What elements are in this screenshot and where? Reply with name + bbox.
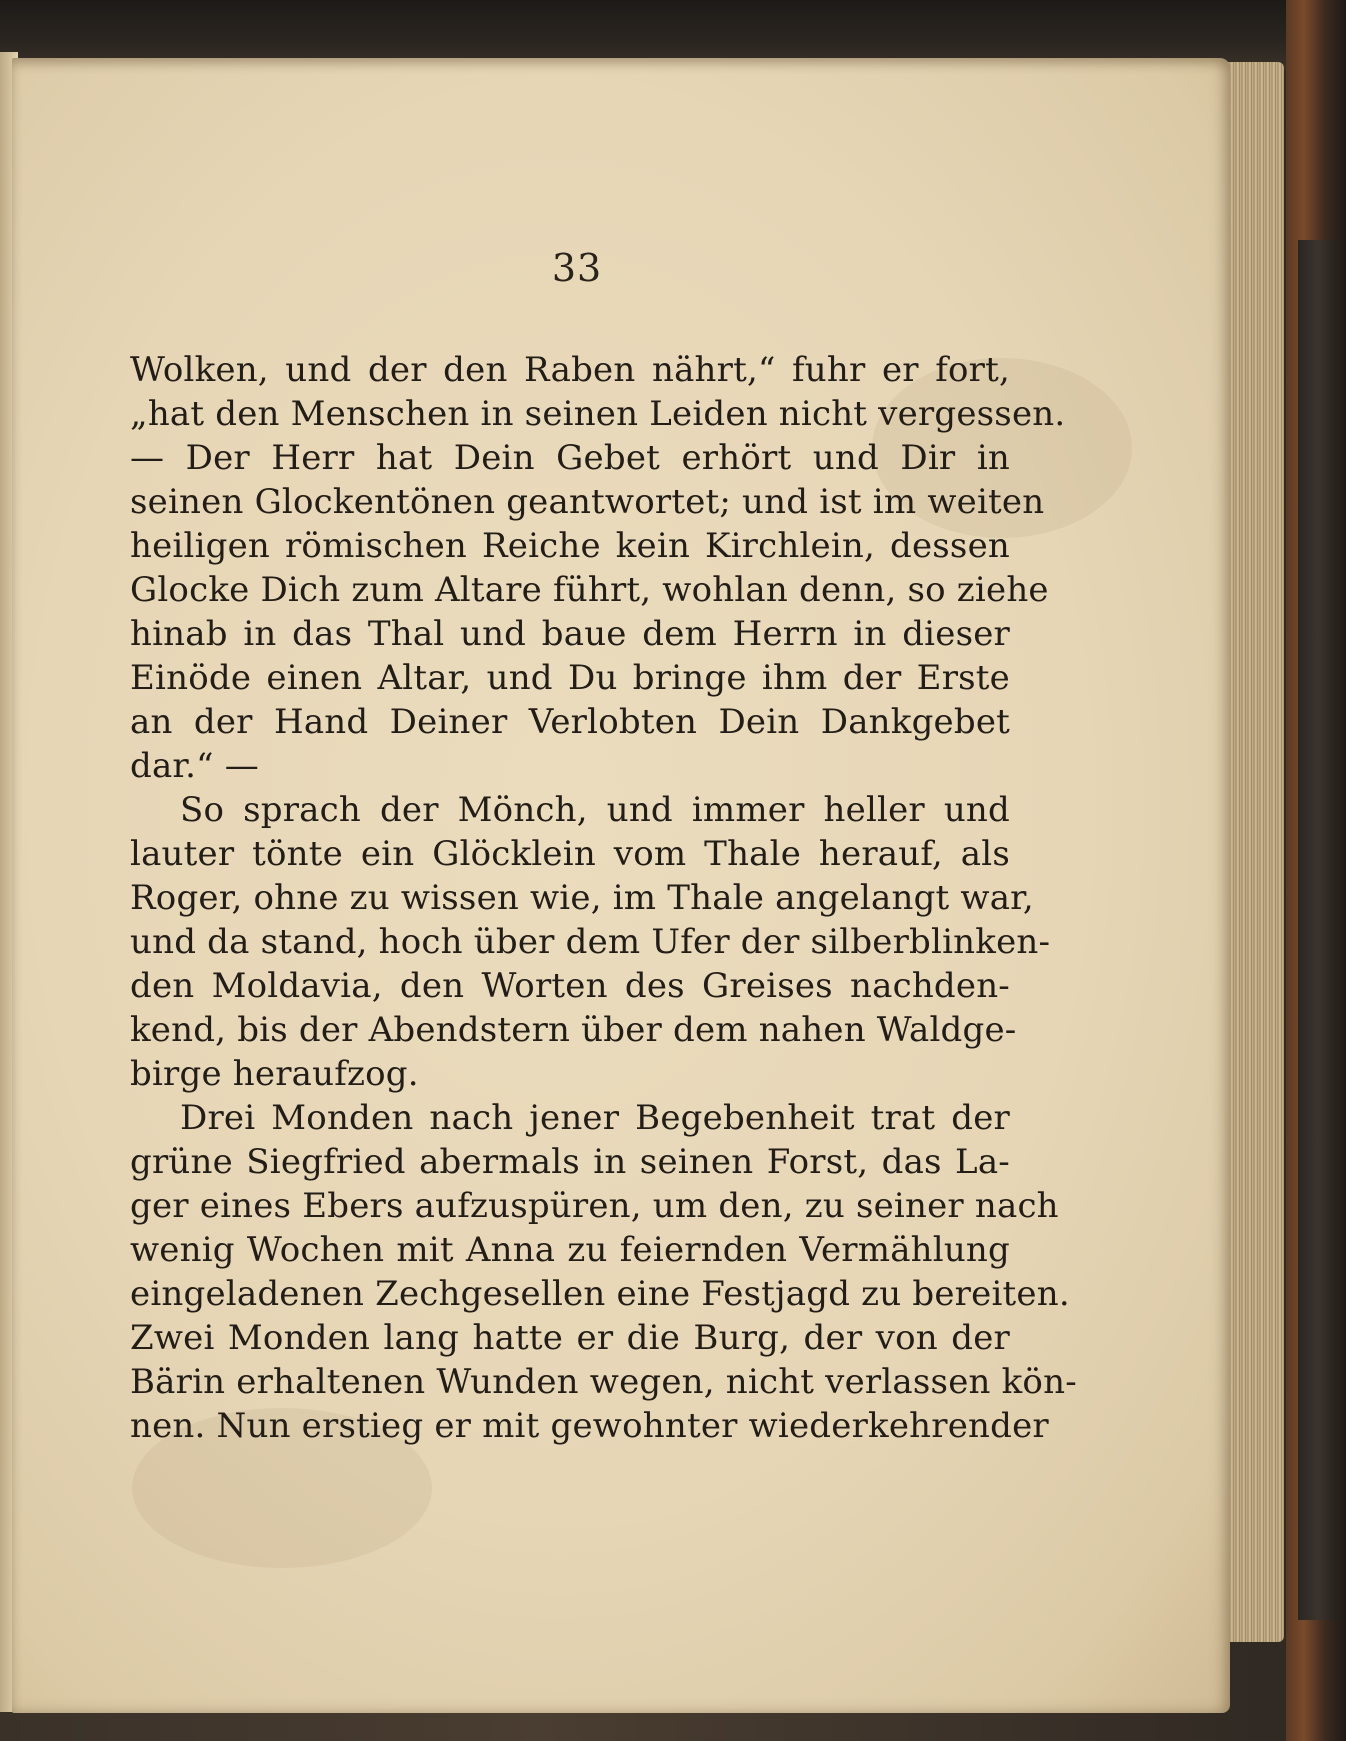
text-line: Zwei Monden lang hatte er die Burg, der von der [130, 1318, 1010, 1358]
text-line: grüne Siegfried abermals in seinen Forst, das La- [130, 1142, 1010, 1182]
text-line: den Moldavia, den Worten des Greises nachden- [130, 966, 1010, 1006]
text-line: Bärin erhaltenen Wunden wegen, nicht verlassen kön- [130, 1362, 1077, 1402]
book-page [12, 58, 1230, 1713]
text-line: Glocke Dich zum Altare führt, wohlan denn, so ziehe [130, 570, 1049, 610]
text-line: „hat den Menschen in seinen Leiden nicht vergessen. [130, 394, 1066, 434]
text-line: Wolken, und der den Raben nährt,“ fuhr er fort, [130, 350, 1010, 390]
text-line: So sprach der Mönch, und immer heller und [180, 790, 1010, 830]
text-line: Einöde einen Altar, und Du bringe ihm der Erste [130, 658, 1010, 698]
text-line: seinen Glockentönen geantwortet; und ist im weiten [130, 482, 1045, 522]
page-block-edges [1222, 62, 1284, 1642]
text-line: Roger, ohne zu wissen wie, im Thale angelangt war, [130, 878, 1034, 918]
text-line: und da stand, hoch über dem Ufer der silberblinken- [130, 922, 1051, 962]
text-line: — Der Herr hat Dein Gebet erhört und Dir in [130, 438, 1010, 478]
text-line: dar.“ — [130, 746, 259, 786]
text-line: birge heraufzog. [130, 1054, 419, 1094]
text-line: ger eines Ebers aufzuspüren, um den, zu seiner nach [130, 1186, 1059, 1226]
text-line: nen. Nun erstieg er mit gewohnter wiederkehrender [130, 1406, 1049, 1446]
text-line: lauter tönte ein Glöcklein vom Thale herauf, als [130, 834, 1010, 874]
text-line: eingeladenen Zechgesellen eine Festjagd zu bereiten. [130, 1274, 1070, 1314]
text-line: heiligen römischen Reiche kein Kirchlein, dessen [130, 526, 1010, 566]
text-line: kend, bis der Abendstern über dem nahen Waldge- [130, 1010, 1017, 1050]
text-line: wenig Wochen mit Anna zu feiernden Vermählung [130, 1230, 1010, 1270]
page-number: 33 [551, 246, 603, 290]
text-line: an der Hand Deiner Verlobten Dein Dankgebet [130, 702, 1010, 742]
text-line: Drei Monden nach jener Begebenheit trat der [180, 1098, 1010, 1138]
book-cover-band [1298, 240, 1338, 1620]
text-line: hinab in das Thal und baue dem Herrn in dieser [130, 614, 1010, 654]
